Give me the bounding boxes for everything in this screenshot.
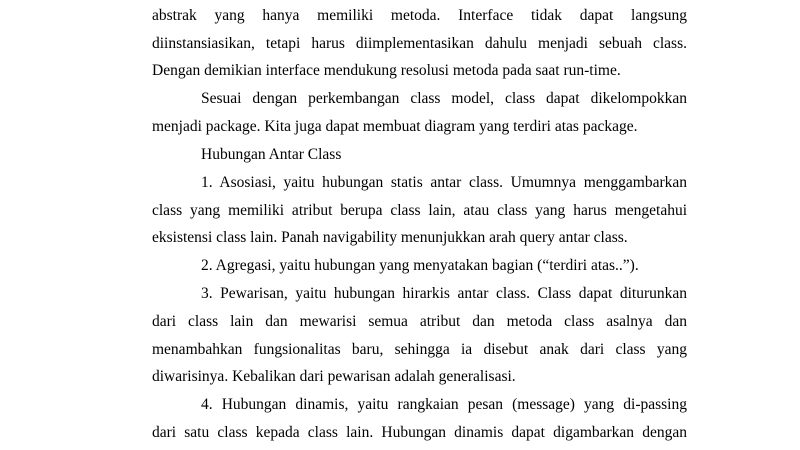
section-heading: Hubungan Antar Class bbox=[201, 146, 342, 163]
text-line: dari class lain dan mewarisi semua atribut dan metoda class asalnya dan bbox=[152, 313, 687, 330]
text-line: 4. Hubungan dinamis, yaitu rangkaian pesan (message) yang di-passing bbox=[201, 396, 687, 413]
text-line: diwarisinya. Kebalikan dari pewarisan adalah generalisasi. bbox=[152, 368, 516, 385]
text-line: abstrak yang hanya memiliki metoda. Interface tidak dapat langsung bbox=[152, 7, 687, 24]
text-line: diinstansiasikan, tetapi harus diimplementasikan dahulu menjadi sebuah class. bbox=[152, 35, 687, 52]
text-line: menambahkan fungsionalitas baru, sehingga ia disebut anak dari class yang bbox=[152, 341, 687, 358]
text-line: class yang memiliki atribut berupa class lain, atau class yang harus mengetahui bbox=[152, 202, 687, 219]
text-line: eksistensi class lain. Panah navigability menunjukkan arah query antar class. bbox=[152, 229, 628, 246]
text-line: dari satu class kepada class lain. Hubungan dinamis dapat digambarkan dengan bbox=[152, 424, 687, 441]
text-line: Sesuai dengan perkembangan class model, class dapat dikelompokkan bbox=[201, 90, 687, 107]
text-line: 1. Asosiasi, yaitu hubungan statis antar class. Umumnya menggambarkan bbox=[201, 174, 687, 191]
text-line: 2. Agregasi, yaitu hubungan yang menyatakan bagian (“terdiri atas..”). bbox=[201, 257, 639, 274]
text-line: Dengan demikian interface mendukung resolusi metoda pada saat run-time. bbox=[152, 62, 621, 79]
text-line: 3. Pewarisan, yaitu hubungan hirarkis antar class. Class dapat diturunkan bbox=[201, 285, 687, 302]
text-line: menjadi package. Kita juga dapat membuat diagram yang terdiri atas package. bbox=[152, 118, 638, 135]
